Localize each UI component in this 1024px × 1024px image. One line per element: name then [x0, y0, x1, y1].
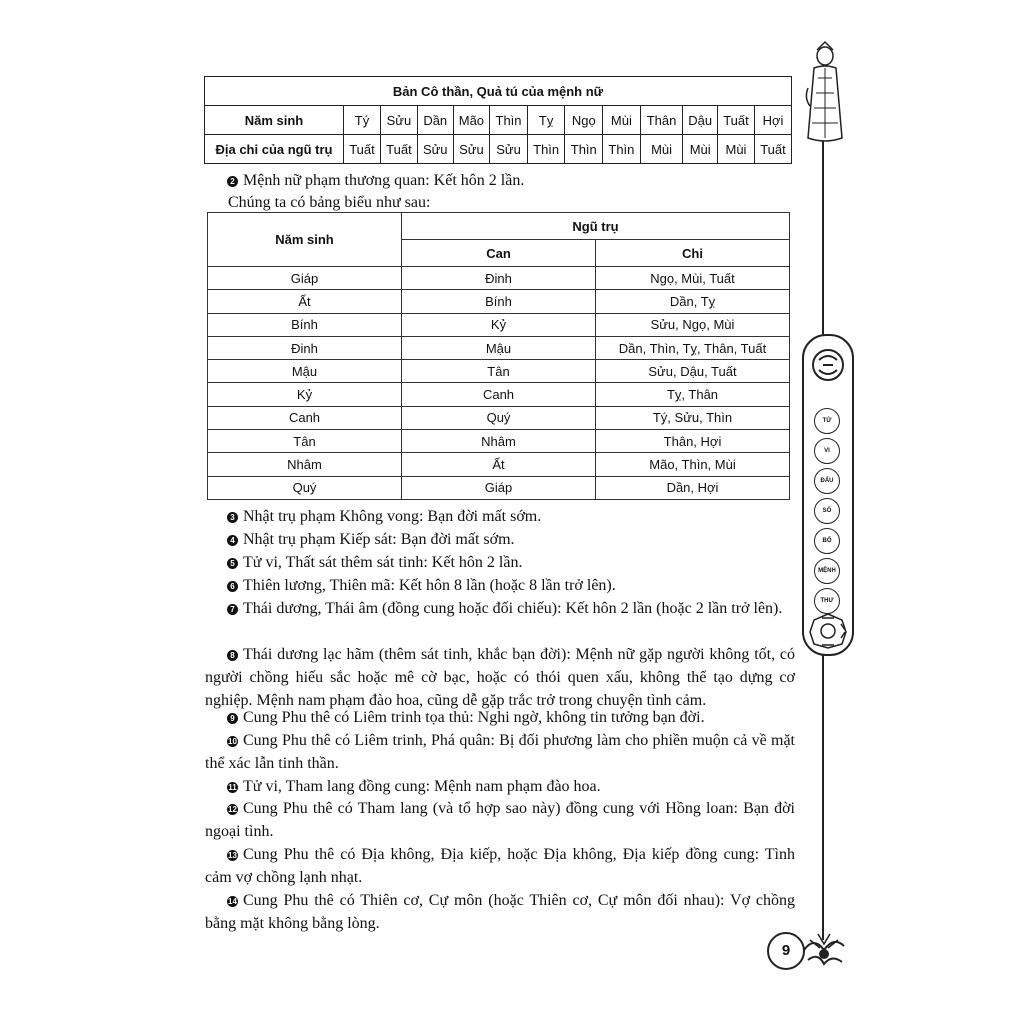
cell: Mão, Thìn, Mùi: [596, 453, 790, 476]
cell: Kỷ: [402, 313, 596, 336]
item-text: Thái dương, Thái âm (đồng cung hoặc đối chiếu): Kết hôn 2 lần (hoặc 2 lần trở lên).: [243, 600, 783, 617]
cell: Thân, Hợi: [596, 430, 790, 453]
item-number-badge: 8: [227, 650, 238, 661]
table-intro: Chúng ta có bảng biểu như sau:: [228, 194, 431, 211]
cell: Đinh: [208, 336, 402, 359]
cell: Giáp: [402, 476, 596, 499]
item-6: [205, 574, 795, 597]
emblem-icon: [811, 348, 845, 382]
item-number-badge: 3: [227, 512, 238, 523]
cell: Mùi: [603, 106, 641, 135]
item-number-badge: 12: [228, 805, 237, 814]
header-nam-sinh: Năm sinh: [208, 213, 402, 267]
table-row: [208, 313, 790, 336]
cell: Thân: [640, 106, 683, 135]
cell: Ngọ: [565, 106, 603, 135]
cell: Giáp: [208, 267, 402, 290]
badge-char: MỆNH: [814, 558, 840, 584]
cell: Sửu: [417, 135, 453, 164]
cell: Ất: [402, 453, 596, 476]
page-number: 9: [767, 932, 805, 970]
row-header: Năm sinh: [205, 106, 344, 135]
cell: Mùi: [718, 135, 755, 164]
table-row: [208, 406, 790, 429]
header-chi: Chi: [596, 240, 790, 267]
badge-char: VI: [814, 438, 840, 464]
cell: Tý, Sửu, Thìn: [596, 406, 790, 429]
cell: Tỵ: [527, 106, 565, 135]
table-row: [208, 290, 790, 313]
item-5: [205, 551, 795, 574]
table-row: [205, 106, 792, 135]
item-text: Nhật trụ phạm Không vong: Bạn đời mất sớm.: [243, 508, 542, 525]
cell: Dần, Thìn, Tỵ, Thân, Tuất: [596, 336, 790, 359]
cell: Nhâm: [208, 453, 402, 476]
item-number-badge: 10: [228, 737, 237, 746]
item-number-badge: 7: [227, 604, 238, 615]
item-text: Tử vi, Tham lang đồng cung: Mệnh nam phạm đào hoa.: [243, 778, 601, 795]
item-number-badge: 2: [227, 176, 238, 187]
cell: Tuất: [344, 135, 381, 164]
item-number-badge: 4: [227, 535, 238, 546]
cell: Tuất: [380, 135, 417, 164]
item-text: Thái dương lạc hãm (thêm sát tinh, khắc bạn đời): Mệnh nữ gặp người không tốt, có người chồng hiếu sắc hoặc mê cờ bạc, hoặc có thói quen xấu, không thể tạo dựng cơ nghiệp. Mệnh nam phạm đào hoa, cũng dễ gặp trắc trở trong chuyện tình cảm.: [205, 646, 795, 709]
cell: Sửu, Dậu, Tuất: [596, 360, 790, 383]
cell: Sửu: [380, 106, 417, 135]
cell: Thìn: [565, 135, 603, 164]
cell: Kỷ: [208, 383, 402, 406]
cell: Mão: [453, 106, 490, 135]
item-12: [205, 797, 795, 843]
cell: Mậu: [208, 360, 402, 383]
cell: Tỵ, Thân: [596, 383, 790, 406]
item-number-badge: 6: [227, 581, 238, 592]
cell: Dần, Tỵ: [596, 290, 790, 313]
cell: Mậu: [402, 336, 596, 359]
cell: Bính: [208, 313, 402, 336]
item-text: Mệnh nữ phạm thương quan: Kết hôn 2 lần.: [243, 172, 525, 189]
badge-char: ĐẨU: [814, 468, 840, 494]
cell: Thìn: [490, 106, 528, 135]
table-row: [208, 476, 790, 499]
badge-char: THƯ: [814, 588, 840, 614]
cell: Ngọ, Mùi, Tuất: [596, 267, 790, 290]
item-number-badge: 5: [227, 558, 238, 569]
item-2: [205, 170, 524, 192]
row-header: Địa chi của ngũ trụ: [205, 135, 344, 164]
cell: Tân: [402, 360, 596, 383]
item-text: Cung Phu thê có Liêm trinh, Phá quân: Bị đối phương làm cho phiền muộn cả về mặt thể xác lẫn tinh thần.: [205, 732, 795, 772]
table-row: [205, 135, 792, 164]
cell: Sửu: [490, 135, 528, 164]
item-10: [205, 729, 795, 775]
item-text: Cung Phu thê có Thiên cơ, Cự môn (hoặc Thiên cơ, Cự môn đối nhau): Vợ chồng bằng mặt không bằng lòng.: [205, 892, 795, 932]
table-row: [208, 267, 790, 290]
item-3: [205, 505, 795, 528]
cell: Đinh: [402, 267, 596, 290]
cell: Ất: [208, 290, 402, 313]
table-row: [208, 336, 790, 359]
table-row: [208, 453, 790, 476]
item-number-badge: 13: [228, 851, 237, 860]
scholar-figure-icon: [800, 38, 850, 146]
cell: Quý: [208, 476, 402, 499]
cell: Dần, Hợi: [596, 476, 790, 499]
item-number-badge: 14: [228, 897, 237, 906]
badge-char: BỔ: [814, 528, 840, 554]
table-row: [208, 430, 790, 453]
item-text: Tử vi, Thất sát thêm sát tinh: Kết hôn 2 lần.: [243, 554, 523, 571]
item-9: [205, 706, 795, 729]
item-4: [205, 528, 795, 551]
co-than-qua-tu-table: [204, 76, 792, 164]
cell: Tuất: [718, 106, 755, 135]
item-text: Cung Phu thê có Địa không, Địa kiếp, hoặc Địa không, Địa kiếp đồng cung: Tình cảm vợ chồng lạnh nhạt.: [205, 846, 795, 886]
item-text: Nhật trụ phạm Kiếp sát: Bạn đời mất sớm.: [243, 531, 515, 548]
cell: Hợi: [754, 106, 791, 135]
table-caption: Bản Cô thần, Quả tú của mệnh nữ: [205, 77, 792, 106]
cell: Mùi: [683, 135, 718, 164]
item-text: Cung Phu thê có Tham lang (và tổ hợp sao này) đồng cung với Hồng loan: Bạn đời ngoại tình.: [205, 800, 795, 840]
cell: Mùi: [640, 135, 683, 164]
item-14: [205, 889, 795, 935]
cell: Thìn: [603, 135, 641, 164]
item-number-badge: 11: [228, 783, 237, 792]
cell: Dậu: [683, 106, 718, 135]
cell: Dần: [417, 106, 453, 135]
cell: Canh: [402, 383, 596, 406]
bagua-icon: [808, 612, 848, 650]
item-11: [205, 775, 795, 798]
badge-char: SỐ: [814, 498, 840, 524]
cell: Quý: [402, 406, 596, 429]
item-text: Thiên lương, Thiên mã: Kết hôn 8 lần (hoặc 8 lần trở lên).: [243, 577, 616, 594]
cell: Sửu: [453, 135, 490, 164]
table-row: [208, 360, 790, 383]
item-13: [205, 843, 795, 889]
badge-char: TỬ: [814, 408, 840, 434]
cell: Sửu, Ngọ, Mùi: [596, 313, 790, 336]
item-text: Cung Phu thê có Liêm trinh tọa thủ: Nghi ngờ, không tin tưởng bạn đời.: [243, 709, 705, 726]
cell: Canh: [208, 406, 402, 429]
item-8: [205, 643, 795, 712]
cell: Thìn: [527, 135, 565, 164]
book-series-badge: [802, 334, 854, 656]
cell: Tuất: [754, 135, 791, 164]
cell: Tý: [344, 106, 381, 135]
cell: Bính: [402, 290, 596, 313]
table-row: [208, 383, 790, 406]
ngu-tru-table: [207, 212, 790, 500]
item-number-badge: 9: [227, 713, 238, 724]
item-7: [205, 597, 795, 620]
cell: Nhâm: [402, 430, 596, 453]
cell: Tân: [208, 430, 402, 453]
header-ngu-tru: Ngũ trụ: [402, 213, 790, 240]
flower-ornament-icon: [800, 926, 848, 974]
header-can: Can: [402, 240, 596, 267]
